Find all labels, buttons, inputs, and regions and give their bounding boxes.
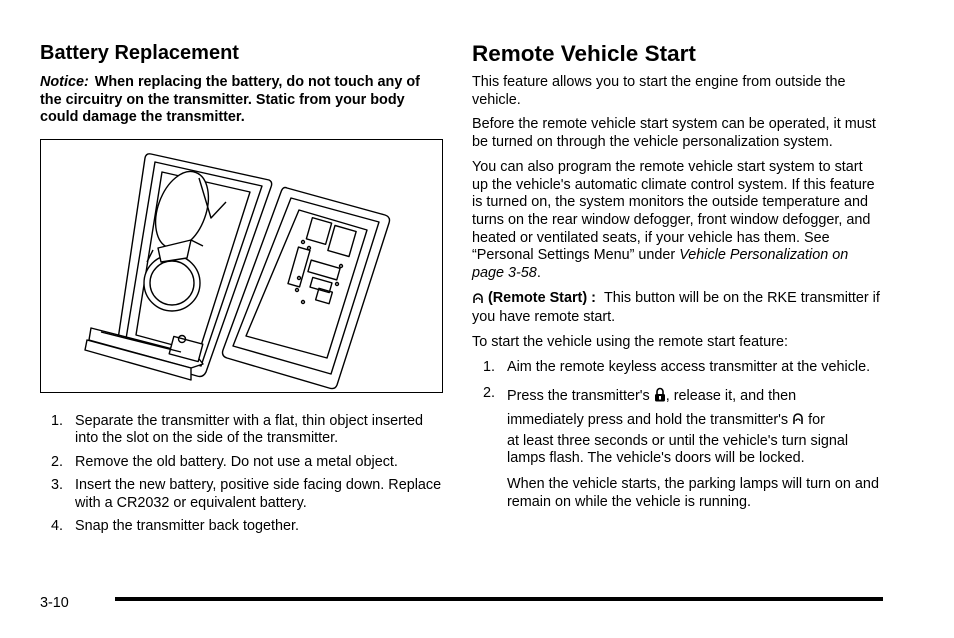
remote-start-description: (Remote Start) : This button will be on the RKE transmitter if you have remote start. — [472, 289, 880, 326]
footer-rule — [115, 597, 883, 601]
transmitter-illustration — [40, 139, 443, 393]
paragraph: You can also program the remote vehicle start system to start up the vehicle's automatic climate control system. If this feature is turned on, the system monitors the outside temperature and turns on the rear window defogger, front window defogger, and heated or ventilated seats, if your vehicle has them. See “Personal Settings Menu” under Vehicle Personalization on page 3-58. — [472, 158, 875, 282]
remote-start-icon — [472, 291, 484, 310]
page-number: 3-10 — [40, 595, 69, 611]
battery-steps-list — [40, 413, 445, 536]
list-item: 1. Separate the transmitter with a flat, thin object inserted into the slot on the side of the transmitter. — [51, 412, 423, 446]
remote-vehicle-start-heading: Remote Vehicle Start — [472, 41, 696, 66]
battery-replacement-column — [40, 40, 445, 542]
paragraph: This feature allows you to start the engine from outside the vehicle. — [472, 74, 846, 108]
remote-start-icon — [792, 411, 804, 433]
list-item: 2. Press the transmitter's , release it, and then immediately press and hold the transmitter's for at least three seconds or until the vehicle's turn signal lamps flash. The vehicle's doors will be locked. — [483, 384, 849, 467]
list-item: 4. Snap the transmitter back together. — [51, 518, 299, 534]
remote-start-note: When the vehicle starts, the parking lamps will turn on and remain on while the vehicle is running. — [507, 475, 879, 510]
remote-start-steps-list — [472, 359, 882, 468]
paragraph: To start the vehicle using the remote start feature: — [472, 334, 788, 351]
remote-start-label: (Remote Start) : — [488, 289, 596, 306]
list-item: 1. Aim the remote keyless access transmitter at the vehicle. — [483, 358, 871, 375]
transmitter-drawing — [41, 140, 441, 391]
notice — [40, 74, 445, 127]
battery-replacement-heading: Battery Replacement — [40, 42, 239, 64]
lock-icon — [654, 387, 666, 409]
cross-reference: Vehicle Personalization on page 3-58 — [472, 247, 849, 282]
notice-text: When replacing the battery, do not touch any of the circuitry on the transmitter. Static from your body could damage the transmitter. — [40, 74, 420, 125]
notice-label: Notice: — [40, 74, 89, 90]
remote-start-column — [472, 40, 882, 511]
paragraph: Before the remote vehicle start system can be operated, it must be turned on through the vehicle personalization system. — [472, 116, 876, 151]
list-item: 3. Insert the new battery, positive side facing down. Replace with a CR2032 or equivalent battery. — [51, 477, 442, 511]
list-item: 2. Remove the old battery. Do not use a metal object. — [51, 453, 398, 470]
